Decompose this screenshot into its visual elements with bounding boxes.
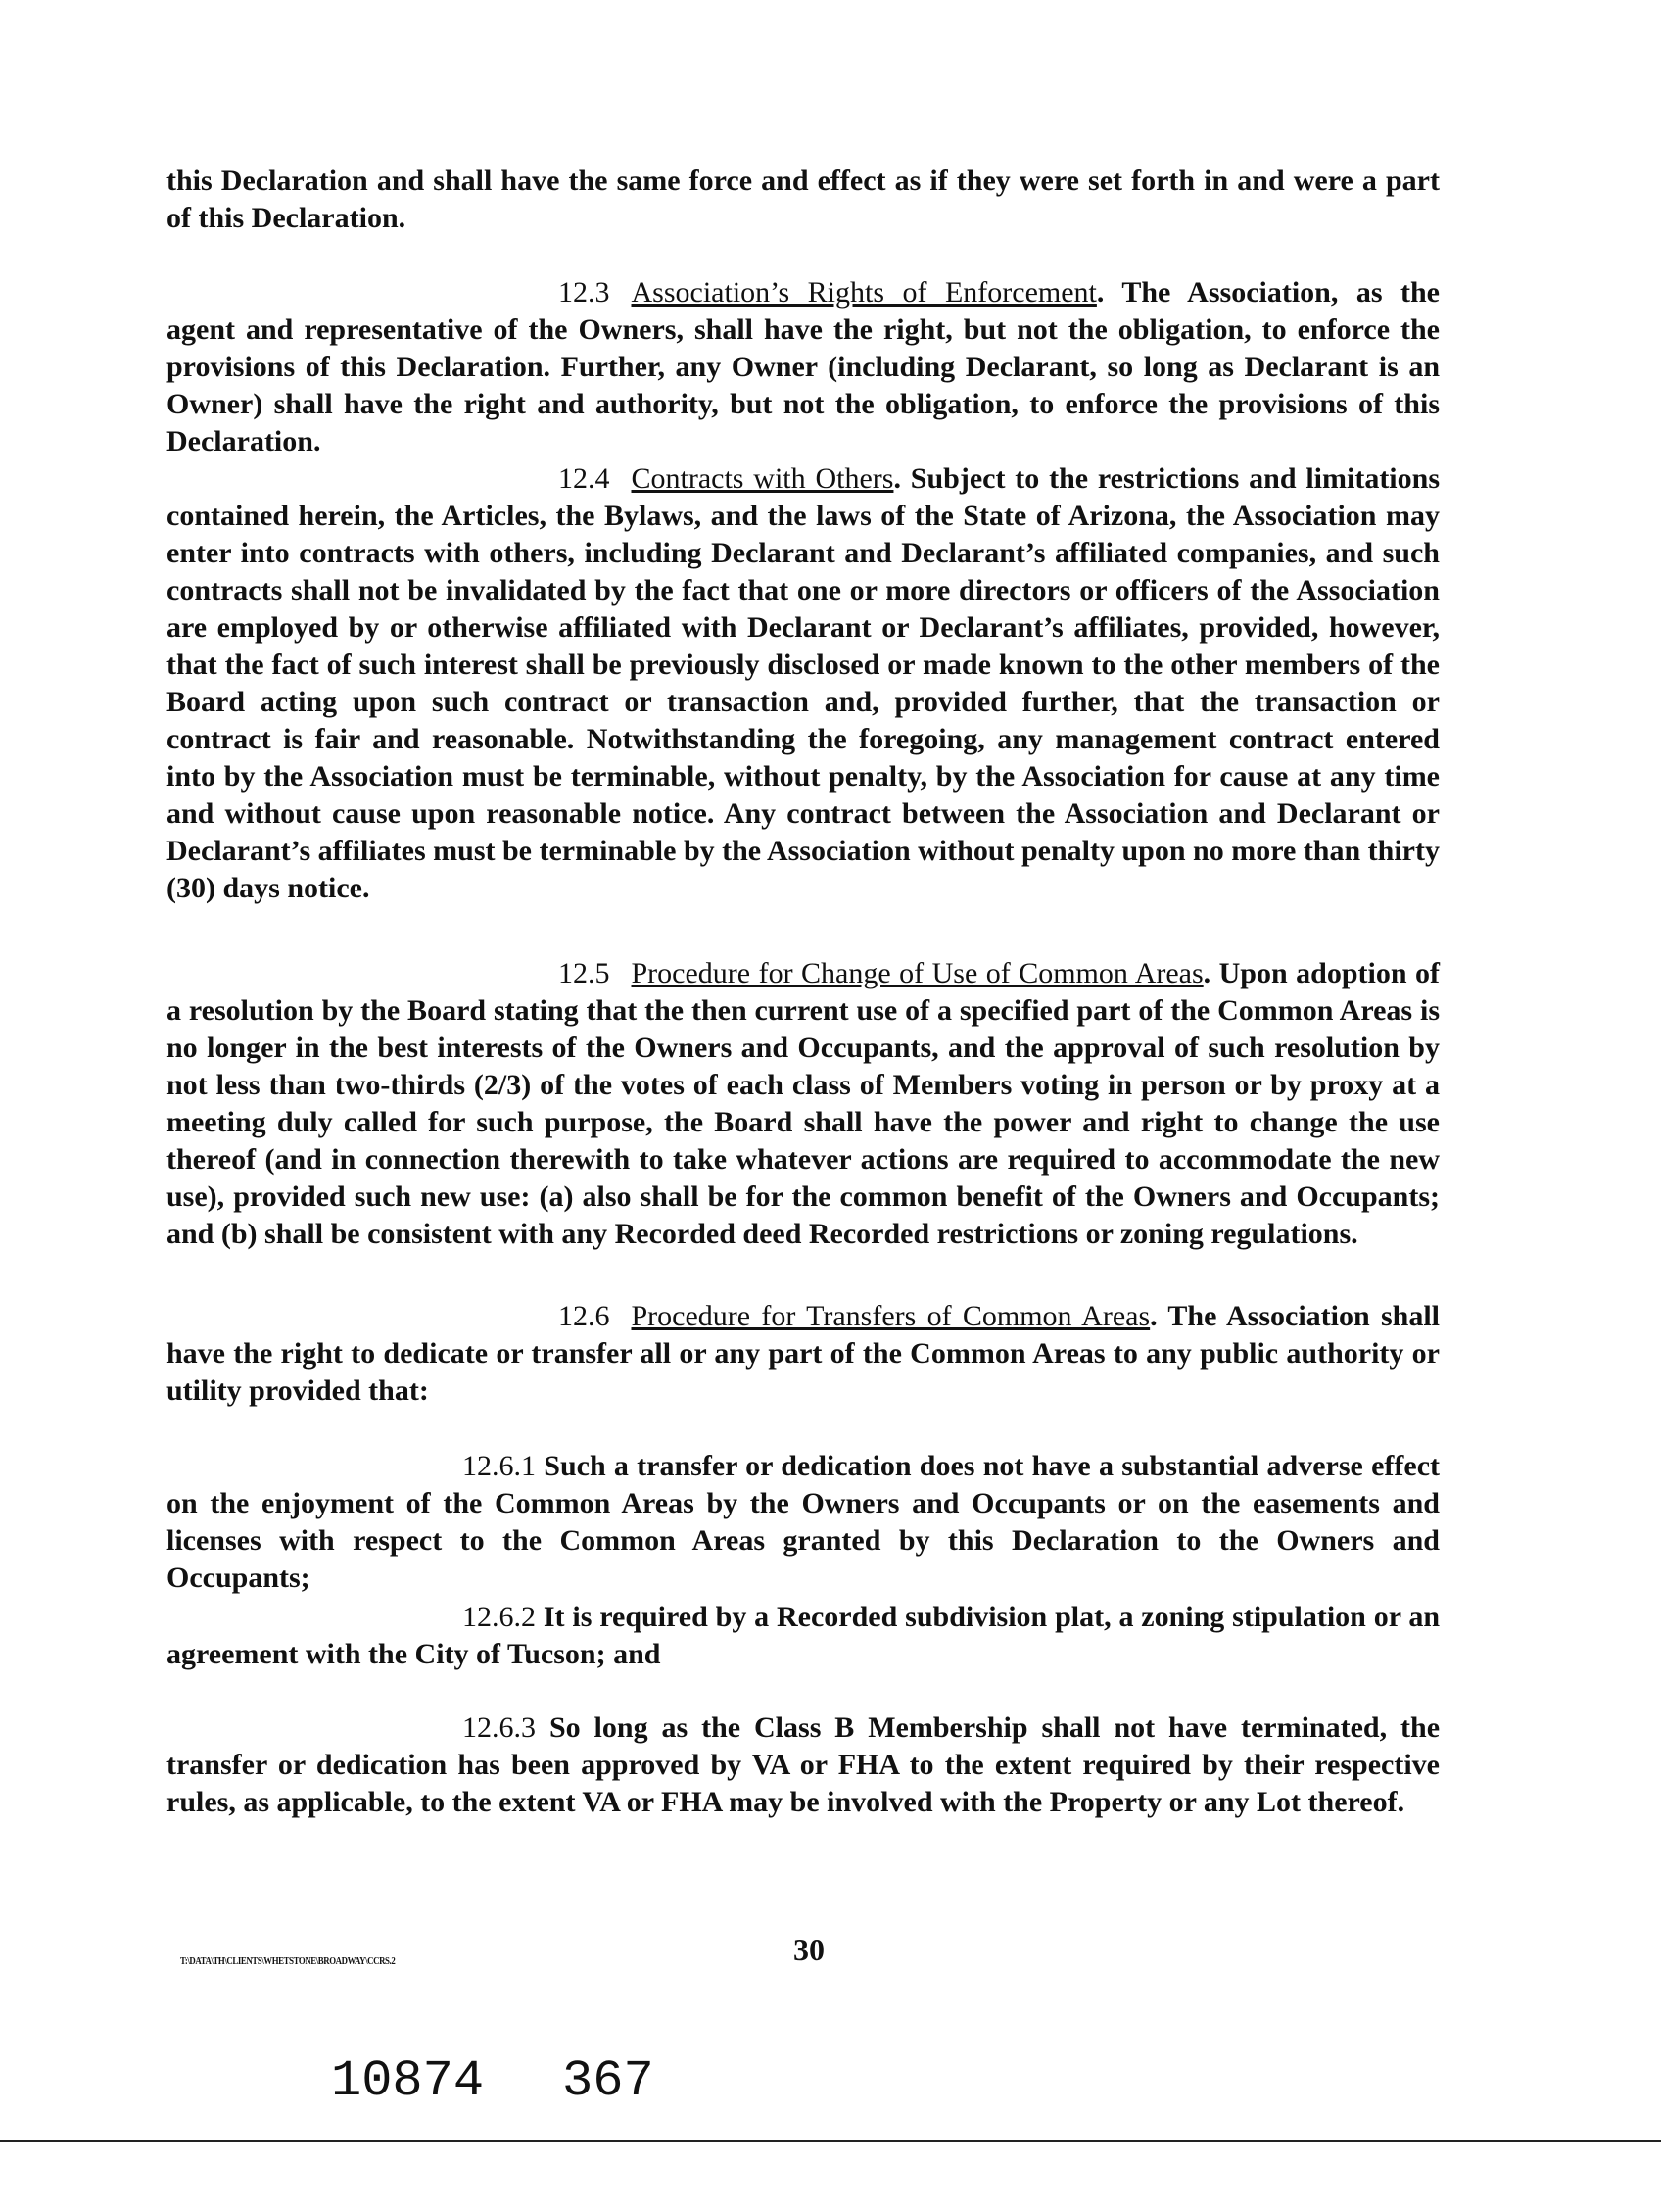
section-text: . Subject to the restrictions and limitations contained herein, the Articles, the Bylaws, and the laws of the State of Arizona, the Association may enter into contracts with others, including Declarant and Declarant’s affiliated companies, and such contracts shall not be invalidated by the fact that one or more directors or officers of the Association are employed by or otherwise affiliated with Declarant or Declarant’s affiliates, provided, however, that the fact of such interest shall be previously disclosed or made known to the other members of the Board acting upon such contract or transaction and, provided further, that the transaction or contract is fair and reasonable. Notwithstanding the foregoing, any management contract entered into by the Association must be terminable, without penalty, by the Association for cause at any time and without cause upon reasonable notice. Any contract between the Association and Declarant or Declarant’s affiliates must be terminable by the Association without penalty upon no more than thirty (30) days notice. <box>166 462 1440 904</box>
record-book-number: 10874 <box>331 2052 485 2110</box>
section-number: 12.3 <box>558 276 610 309</box>
recording-stamp <box>331 2052 654 2110</box>
bottom-divider <box>0 2140 1661 2142</box>
section-title: Procedure for Transfers of Common Areas <box>631 1300 1151 1332</box>
section-number: 12.4 <box>558 462 610 495</box>
file-path-footer: T:\DATA\TH\CLIENTS\WHETSTONE\BROADWAY\CCRS.2 <box>180 1955 396 1967</box>
section-title: Association’s Rights of Enforcement <box>631 276 1097 309</box>
subsection-number: 12.6.2 <box>462 1601 536 1633</box>
section-12-6 <box>166 1298 1440 1410</box>
section-12-3 <box>166 274 1440 460</box>
subsection-12-6-2 <box>166 1599 1440 1673</box>
section-12-5 <box>166 955 1440 1253</box>
section-title: Contracts with Others <box>631 462 894 495</box>
subsection-text: So long as the Class B Membership shall not have terminated, the transfer or dedication has been approved by VA or FHA to the extent required by their respective rules, as applicable, to the extent VA or FHA may be involved with the Property or any Lot thereof. <box>166 1711 1441 1818</box>
page-number: 30 <box>793 1932 825 1967</box>
subsection-text: It is required by a Recorded subdivision plat, a zoning stipulation or an agreement with the City of Tucson; and <box>166 1601 1441 1670</box>
section-number: 12.6 <box>558 1300 610 1332</box>
intro-paragraph: this Declaration and shall have the same force and effect as if they were set forth in and were a part of this Declaration. <box>166 165 1440 234</box>
section-number: 12.5 <box>558 957 610 989</box>
section-title: Procedure for Change of Use of Common Areas <box>631 957 1204 989</box>
subsection-12-6-3 <box>166 1709 1440 1821</box>
subsection-text: Such a transfer or dedication does not have a substantial adverse effect on the enjoyment of the Common Areas by the Owners and Occupants or on the easements and licenses with respect to the Common Areas granted by this Declaration to the Owners and Occupants; <box>166 1450 1441 1594</box>
record-page-number: 367 <box>562 2052 654 2110</box>
subsection-number: 12.6.3 <box>462 1711 536 1744</box>
subsection-number: 12.6.1 <box>462 1450 536 1482</box>
section-text: . Upon adoption of a resolution by the Board stating that the then current use of a specified part of the Common Areas is no longer in the best interests of the Owners and Occupants, and the approval of such resolution by not less than two-thirds (2/3) of the votes of each class of Members voting in person or by proxy at a meeting duly called for such purpose, the Board shall have the power and right to change the use thereof (and in connection therewith to take whatever actions are required to accommodate the new use), provided such new use: (a) also shall be for the common benefit of the Owners and Occupants; and (b) shall be consistent with any Recorded deed Recorded restrictions or zoning regulations. <box>166 957 1440 1250</box>
section-text: . The Association shall have the right to dedicate or transfer all or any part of the Common Areas to any public authority or utility provided that: <box>166 1300 1440 1407</box>
section-12-4 <box>166 460 1440 907</box>
section-text: . The Association, as the agent and representative of the Owners, shall have the right, but not the obligation, to enforce the provisions of this Declaration. Further, any Owner (including Declarant, so long as Declarant is an Owner) shall have the right and authority, but not the obligation, to enforce the provisions of this Declaration. <box>166 276 1440 457</box>
subsection-12-6-1 <box>166 1448 1440 1597</box>
